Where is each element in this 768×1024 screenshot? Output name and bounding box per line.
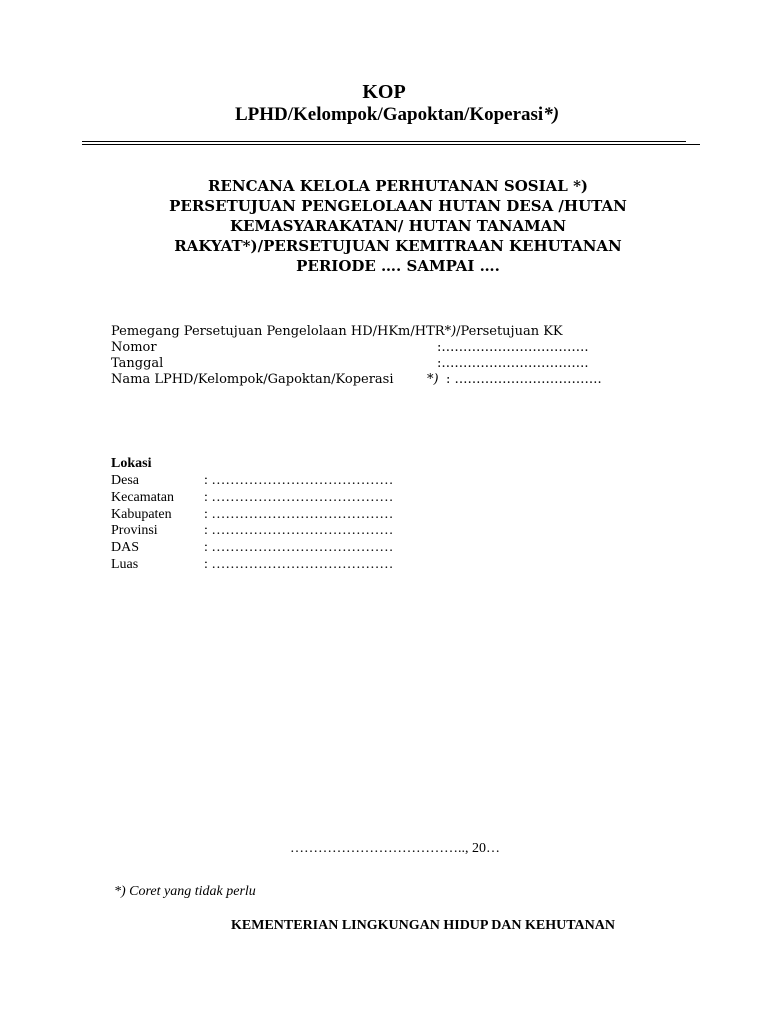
footnote-strike-unneeded: *) Coret yang tidak perlu [114, 884, 256, 899]
tanggal-value: :……………………………. [437, 356, 589, 371]
kecamatan-value: : ………………………………… [204, 490, 394, 505]
plan-title-line-2: PERSETUJUAN PENGELOLAAN HUTAN DESA /HUTAN [169, 197, 627, 215]
organization-title-footnote-mark: *) [543, 104, 560, 125]
plan-title-line-4: RAKYAT*)/PERSETUJUAN KEMITRAAN KEHUTANAN [174, 237, 622, 255]
kecamatan-label: Kecamatan [111, 490, 174, 505]
header-divider-thick [82, 141, 686, 142]
holder-approval-tail: /Persetujuan KK [456, 324, 563, 339]
location-heading: Lokasi [111, 456, 152, 471]
provinsi-label: Provinsi [111, 523, 158, 538]
header-divider-thin [82, 144, 700, 145]
organization-title [0, 104, 768, 126]
kabupaten-label: Kabupaten [111, 507, 172, 522]
organization-title-main: LPHD/Kelompok/Gapoktan/Koperasi [234, 104, 544, 125]
kabupaten-value: : ………………………………… [204, 507, 394, 522]
holder-approval-footnote-mark: *) [444, 324, 457, 339]
ministry-name: KEMENTERIAN LINGKUNGAN HIDUP DAN KEHUTANAN [231, 918, 615, 933]
das-label: DAS [111, 540, 140, 555]
luas-label: Luas [111, 557, 139, 572]
das-value: : ………………………………… [204, 540, 394, 555]
holder-approval-text: Pemegang Persetujuan Pengelolaan HD/HKm/HTR [111, 324, 445, 339]
nama-lembaga-footnote-mark: *) [427, 372, 439, 387]
plan-title-line-3: KEMASYARAKATAN/ HUTAN TANAMAN [229, 217, 567, 235]
nomor-value: :……………………………. [437, 340, 589, 355]
holder-approval-line [111, 323, 563, 340]
plan-title-line-5: PERIODE …. SAMPAI …. [296, 257, 500, 275]
place-date-line: ……………………………….., 20… [290, 841, 500, 856]
desa-label: Desa [111, 473, 139, 488]
provinsi-value: : ………………………………… [204, 523, 394, 538]
kop-title: KOP [362, 81, 406, 103]
desa-value: : ………………………………… [204, 473, 394, 488]
nomor-label: Nomor [111, 340, 157, 355]
luas-value: : ………………………………… [204, 557, 394, 572]
plan-title-line-1: RENCANA KELOLA PERHUTANAN SOSIAL *) [207, 177, 589, 195]
nama-lembaga-value: : ……………………………. [446, 372, 602, 387]
nama-lembaga-label: Nama LPHD/Kelompok/Gapoktan/Koperasi [111, 372, 394, 387]
tanggal-label: Tanggal [111, 356, 164, 371]
